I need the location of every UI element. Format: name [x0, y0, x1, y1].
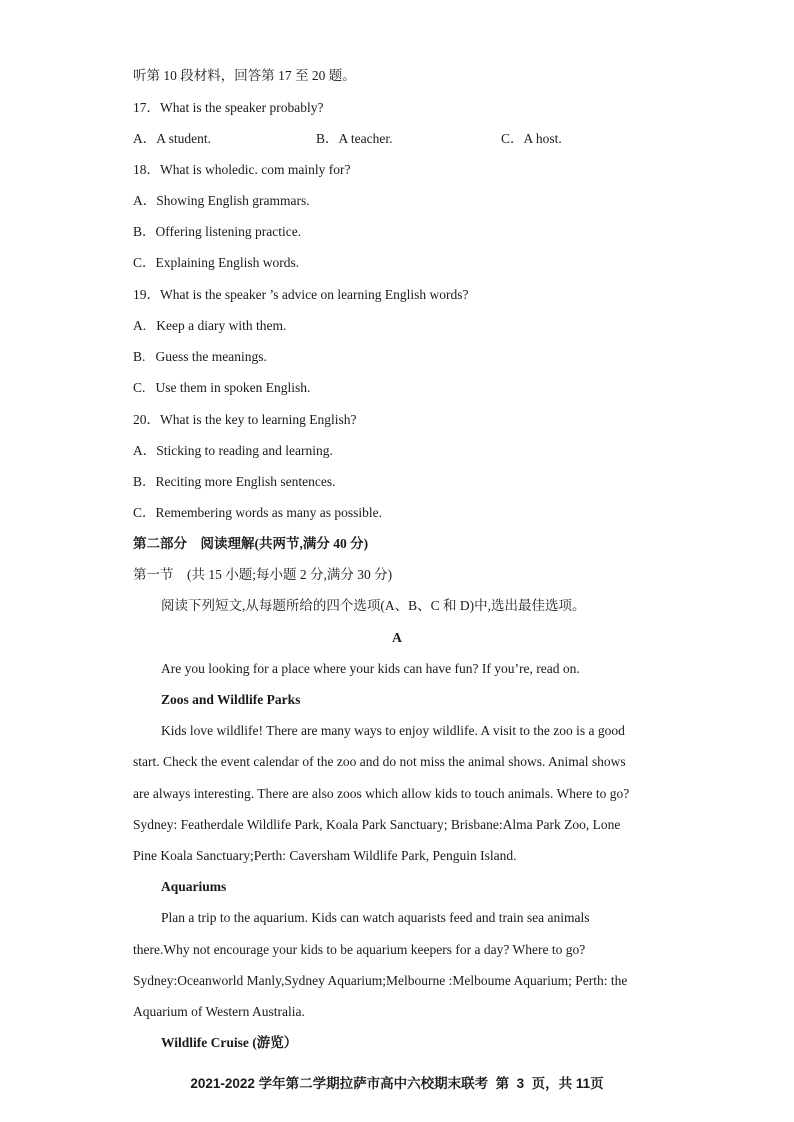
- passage-intro: Are you looking for a place where your kids can have fun? If you’re, read on.: [161, 661, 580, 676]
- page-footer: 2021-2022 学年第二学期拉萨市高中六校期末联考 第 3 页，共 11页: [190, 1076, 604, 1091]
- part-2-title: 第二部分 阅读理解(共两节,满分 40 分): [133, 536, 369, 551]
- zoos-heading: Zoos and Wildlife Parks: [161, 692, 301, 707]
- question-20-stem: 20．What is the key to learning English?: [133, 412, 357, 427]
- question-20-option-c: C．Remembering words as many as possible.: [133, 505, 382, 520]
- aquariums-paragraph-line: Plan a trip to the aquarium. Kids can watch aquarists feed and train sea animals: [161, 910, 590, 925]
- question-19-option-a: A. Keep a diary with them.: [133, 318, 287, 333]
- question-20-option-b: B．Reciting more English sentences.: [133, 474, 336, 489]
- question-18-stem: 18．What is wholedic. com mainly for?: [133, 162, 351, 177]
- question-20-option-a: A．Sticking to reading and learning.: [133, 443, 333, 458]
- zoos-paragraph-line: are always interesting. There are also zoos which allow kids to touch animals. Where to go?: [133, 786, 630, 801]
- question-17-option-b: B．A teacher.: [316, 131, 393, 146]
- zoos-paragraph-line: start. Check the event calendar of the zoo and do not miss the animal shows. Animal shows: [133, 754, 626, 769]
- zoos-paragraph-line: Kids love wildlife! There are many ways to enjoy wildlife. A visit to the zoo is a good: [161, 723, 625, 738]
- section-1-title: 第一节 (共 15 小题;每小题 2 分,满分 30 分): [133, 567, 393, 582]
- zoos-paragraph-line: Sydney: Featherdale Wildlife Park, Koala Park Sanctuary; Brisbane:Alma Park Zoo, Lone: [133, 817, 621, 832]
- question-19-option-c: C. Use them in spoken English.: [133, 380, 311, 395]
- cruise-heading: Wildlife Cruise (游览）: [161, 1035, 298, 1050]
- aquariums-paragraph-line: Aquarium of Western Australia.: [133, 1004, 305, 1019]
- question-17-stem: 17．What is the speaker probably?: [133, 100, 324, 115]
- aquariums-paragraph-line: Sydney:Oceanworld Manly,Sydney Aquarium;Melbourne :Melboume Aquarium; Perth: the: [133, 973, 628, 988]
- passage-label: A: [392, 630, 402, 645]
- listening-section-intro: 听第 10 段材料，回答第 17 至 20 题。: [133, 68, 356, 83]
- question-18-option-b: B．Offering listening practice.: [133, 224, 302, 239]
- reading-instructions: 阅读下列短文,从每题所给的四个选项(A、B、C 和 D)中,选出最佳选项。: [161, 598, 586, 613]
- aquariums-paragraph-line: there.Why not encourage your kids to be aquarium keepers for a day? Where to go?: [133, 942, 586, 957]
- question-18-option-a: A．Showing English grammars.: [133, 193, 310, 208]
- aquariums-heading: Aquariums: [161, 879, 227, 894]
- question-18-option-c: C．Explaining English words.: [133, 255, 300, 270]
- question-17-option-a: A．A student.: [133, 131, 212, 146]
- question-19-option-b: B. Guess the meanings.: [133, 349, 267, 364]
- zoos-paragraph-line: Pine Koala Sanctuary;Perth: Caversham Wildlife Park, Penguin Island.: [133, 848, 517, 863]
- question-17-option-c: C．A host.: [501, 131, 562, 146]
- question-19-stem: 19．What is the speaker ’s advice on learning English words?: [133, 287, 469, 302]
